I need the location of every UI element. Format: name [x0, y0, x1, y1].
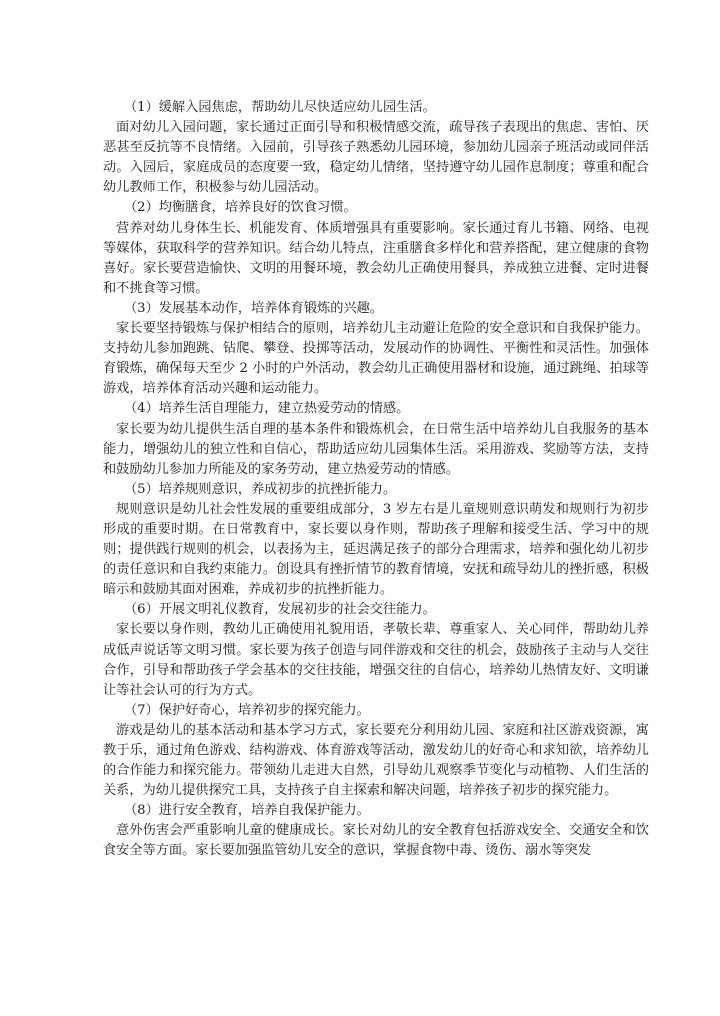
section-heading-6: （6）开展文明礼仪教育，发展初步的社会交往能力。	[124, 602, 436, 618]
section-heading-5: （5）培养规则意识，养成初步的抗挫折能力。	[124, 481, 397, 497]
section-paragraph-1: 面对幼儿入园问题，家长通过正面引导和积极情感交流，疏导孩子表现出的焦虑、害怕、厌恶甚至反抗等不良情绪。入园前，引导孩子熟悉幼儿园环境，参加幼儿园亲子班活动或同伴活动。入园后，家庭成员的态度要一致，稳定幼儿情绪，坚持遵守幼儿园作息制度；尊重和配合幼儿教师工作，积极参与幼儿园活动。	[103, 120, 649, 196]
document-body	[103, 98, 649, 862]
section-paragraph-4: 家长要为幼儿提供生活自理的基本条件和锻炼机会，在日常生活中培养幼儿自我服务的基本能力，增强幼儿的独立性和自信心，帮助适应幼儿园集体生活。采用游戏、奖励等方法，支持和鼓励幼儿参加力所能及的家务劳动，建立热爱劳动的情感。	[103, 421, 649, 477]
section-heading-3: （3）发展基本动作，培养体育锻炼的兴趣。	[124, 300, 383, 316]
section-paragraph-7: 游戏是幼儿的基本活动和基本学习方式，家长要充分利用幼儿园、家庭和社区游戏资源，寓教于乐，通过角色游戏、结构游戏、体育游戏等活动，激发幼儿的好奇心和求知欲，培养幼儿的合作能力和探究能力。带领幼儿走进大自然，引导幼儿观察季节变化与动植物、人们生活的关系，为幼儿提供探究工具，支持孩子自主探索和解决问题，培养孩子初步的探究能力。	[103, 722, 649, 799]
section-paragraph-6: 家长要以身作则，教幼儿正确使用礼貌用语，孝敬长辈、尊重家人、关心同伴，帮助幼儿养成低声说话等文明习惯。家长要为孩子创造与同伴游戏和交往的机会，鼓励孩子主动与人交往合作，引导和帮助孩子学会基本的交往技能，增强交往的自信心，培养幼儿热情友好、文明谦让等社会认可的行为方式。	[103, 622, 649, 698]
section-heading-8: （8）进行安全教育，培养自我保护能力。	[124, 803, 370, 819]
section-paragraph-8: 意外伤害会严重影响儿童的健康成长。家长对幼儿的安全教育包括游戏安全、交通安全和饮食安全等方面。家长要加强监管幼儿安全的意识，掌握食物中毒、烫伤、溺水等突发	[103, 823, 649, 859]
section-heading-1: （1）缓解入园焦虑，帮助幼儿尽快适应幼儿园生活。	[124, 100, 436, 115]
section-heading-2: （2）均衡膳食，培养良好的饮食习惯。	[124, 200, 357, 216]
section-paragraph-2: 营养对幼儿身体生长、机能发育、体质增强具有重要影响。家长通过育儿书籍、网络、电视等媒体，获取科学的营养知识。结合幼儿特点，注重膳食多样化和营养搭配，建立健康的食物喜好。家长要营造愉快、文明的用餐环境，教会幼儿正确使用餐具，养成独立进餐、定时进餐和不挑食等习惯。	[103, 220, 649, 296]
section-heading-4: （4）培养生活自理能力，建立热爱劳动的情感。	[124, 401, 410, 417]
section-paragraph-3: 家长要坚持锻炼与保护相结合的原则，培养幼儿主动避让危险的安全意识和自我保护能力。支持幼儿参加跑跳、钻爬、攀登、投掷等活动，发展动作的协调性、平衡性和灵活性。加强体育锻炼，确保每天至少 2 小时的户外活动，教会幼儿正确使用器材和设施，通过跳绳、拍球等游戏，培养体育活动兴趣和运动能力。	[103, 321, 649, 397]
section-paragraph-5: 规则意识是幼儿社会性发展的重要组成部分，3 岁左右是儿童规则意识萌发和规则行为初步形成的重要时期。在日常教育中，家长要以身作则，帮助孩子理解和接受生活、学习中的规则；提供践行规则的机会，以表扬为主，延迟满足孩子的部分合理需求，培养和强化幼儿初步的责任意识和自我约束能力。创设具有挫折情节的教育情境，安抚和疏导幼儿的挫折感，积极暗示和鼓励其面对困难，养成初步的抗挫折能力。	[103, 501, 649, 598]
section-heading-7: （7）保护好奇心，培养初步的探究能力。	[124, 702, 370, 718]
